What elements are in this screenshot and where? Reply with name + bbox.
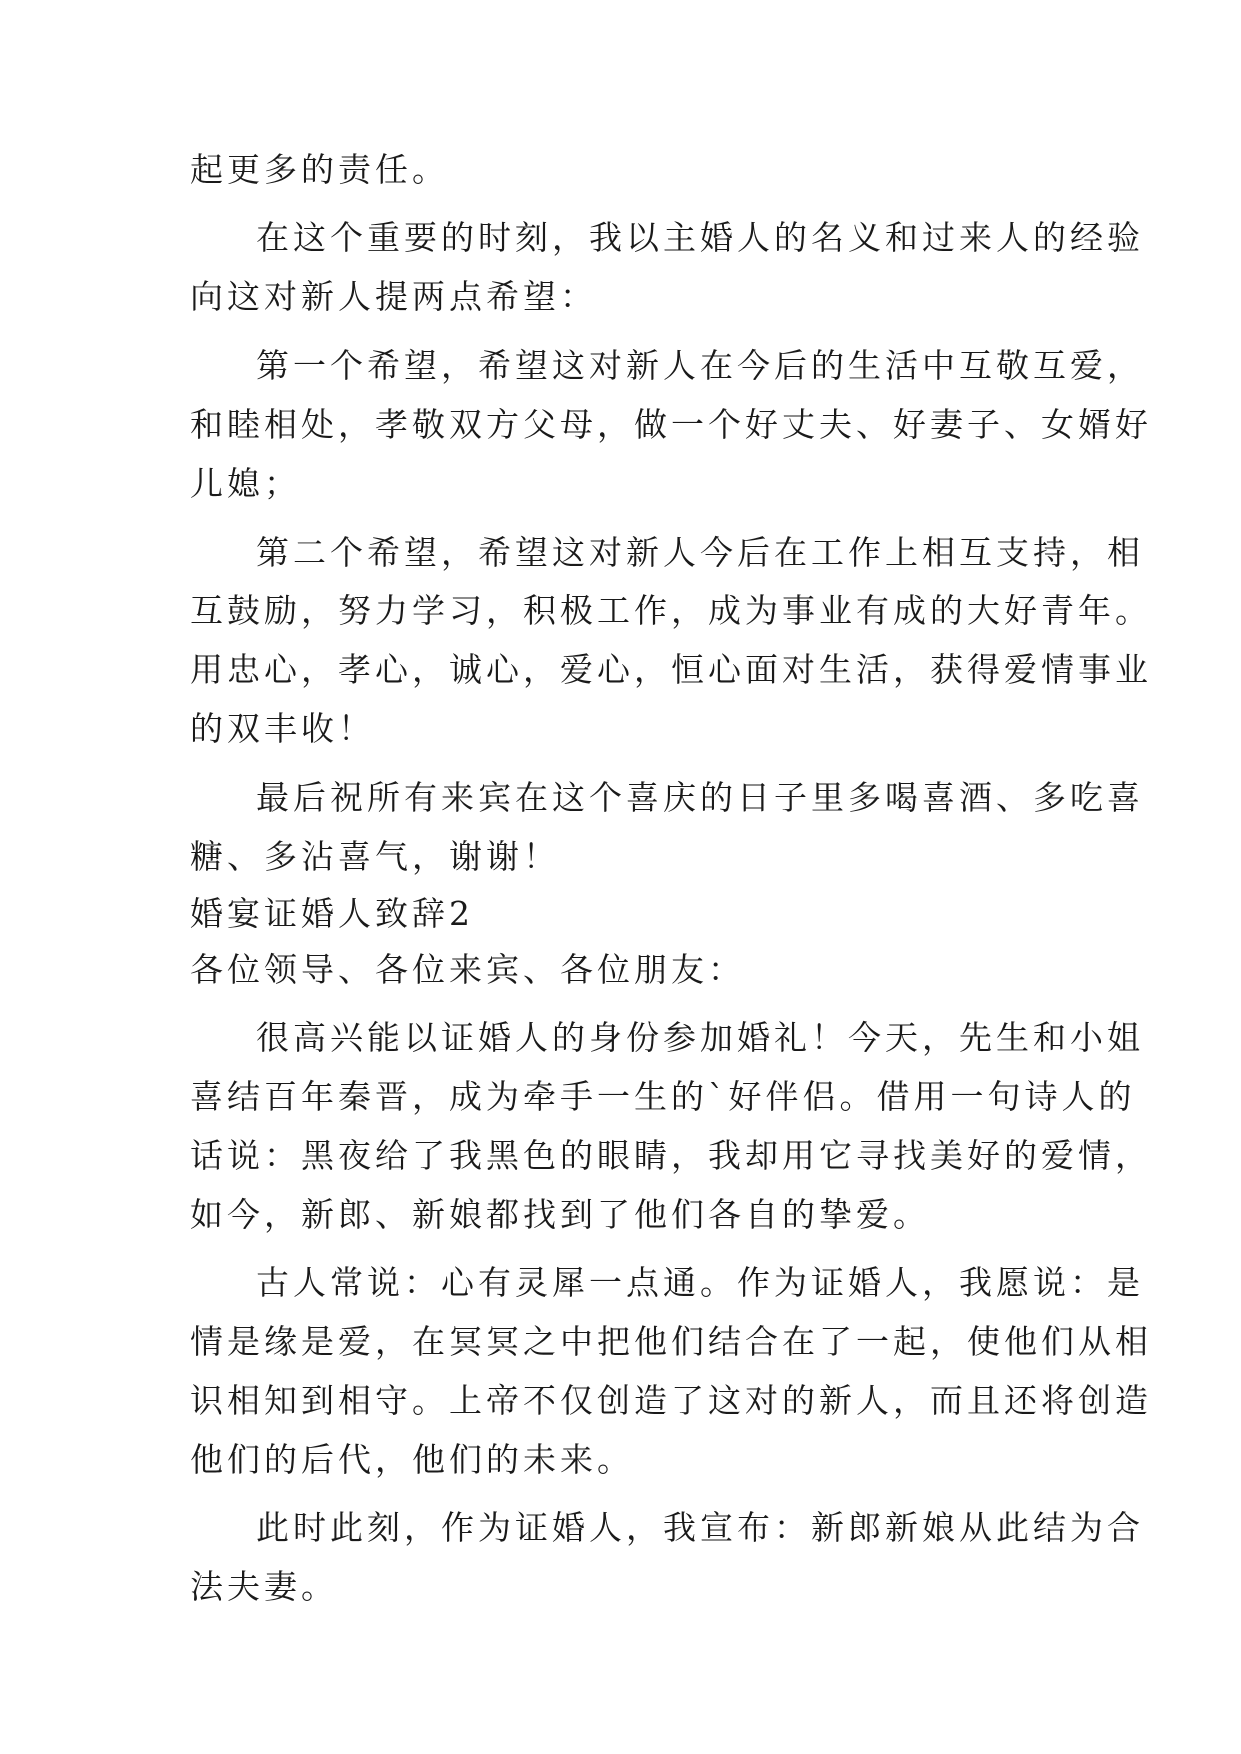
paragraph-line: 糖、多沾喜气，谢谢！ [190,837,560,876]
salutation-line: 各位领导、各位来宾、各位朋友： [190,950,745,989]
paragraph-line: 向这对新人提两点希望： [190,277,597,316]
paragraph-line: 儿媳； [190,464,301,503]
paragraph-line: 互鼓励，努力学习，积极工作，成为事业有成的大好青年。 [190,591,1152,630]
paragraph-line: 如今，新郎、新娘都找到了他们各自的挚爱。 [190,1195,930,1234]
paragraph-line: 起更多的责任。 [190,150,449,189]
paragraph-line: 他们的后代，他们的未来。 [190,1440,634,1479]
paragraph-line: 用忠心，孝心，诚心，爱心，恒心面对生活，获得爱情事业 [190,650,1152,689]
paragraph-line: 和睦相处，孝敬双方父母，做一个好丈夫、好妻子、女婿好 [190,405,1152,444]
paragraph-line: 第一个希望，希望这对新人在今后的生活中互敬互爱， [256,346,1144,385]
section-heading: 婚宴证婚人致辞2 [190,894,474,933]
paragraph-line: 很高兴能以证婚人的身份参加婚礼！今天，先生和小姐 [256,1018,1144,1057]
paragraph-line: 话说：黑夜给了我黑色的眼睛，我却用它寻找美好的爱情， [190,1136,1152,1175]
paragraph-line: 喜结百年秦晋，成为牵手一生的`好伴侣。借用一句诗人的 [190,1077,1136,1116]
paragraph-line: 此时此刻，作为证婚人，我宣布：新郎新娘从此结为合 [256,1508,1144,1547]
paragraph-line: 古人常说：心有灵犀一点通。作为证婚人，我愿说：是 [256,1263,1144,1302]
paragraph-line: 识相知到相守。上帝不仅创造了这对的新人，而且还将创造 [190,1381,1152,1420]
paragraph-line: 最后祝所有来宾在这个喜庆的日子里多喝喜酒、多吃喜 [256,778,1144,817]
paragraph-line: 在这个重要的时刻，我以主婚人的名义和过来人的经验 [256,218,1144,257]
paragraph-line: 的双丰收！ [190,709,375,748]
paragraph-line: 情是缘是爱，在冥冥之中把他们结合在了一起，使他们从相 [190,1322,1152,1361]
paragraph-line: 第二个希望，希望这对新人今后在工作上相互支持，相 [256,533,1144,572]
paragraph-line: 法夫妻。 [190,1567,338,1606]
